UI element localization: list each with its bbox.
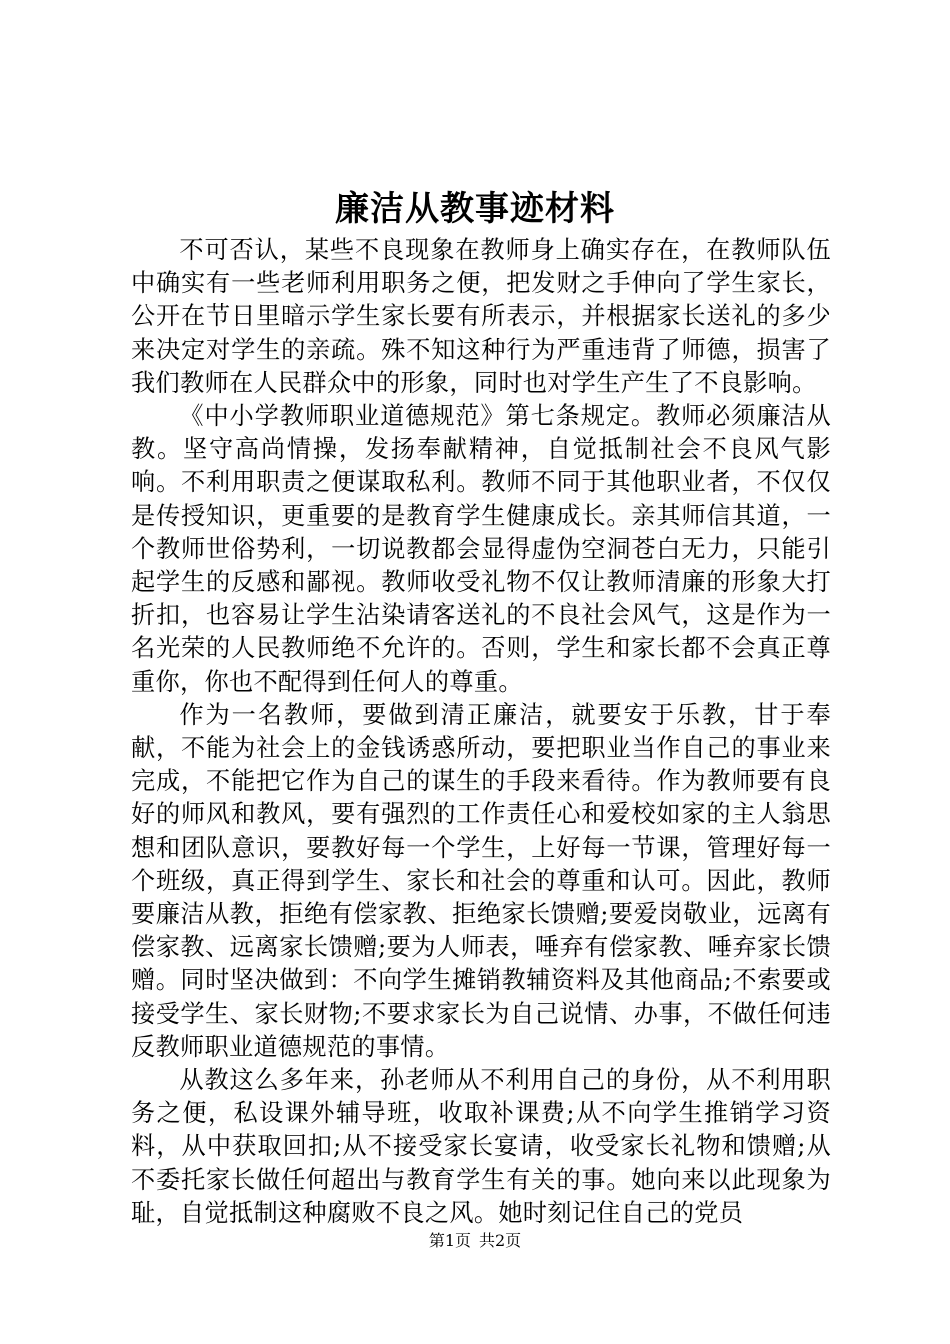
document-title: 廉洁从教事迹材料 [335,189,615,229]
page-footer [0,1229,950,1253]
paragraph-3: 作为一名教师，要做到清正廉洁，就要安于乐教，甘于奉献，不能为社会上的金钱诱惑所动，要把职业当作自己的事业来完成，不能把它作为自己的谋生的手段来看待。作为教师要有良好的师风和教风，要有强烈的工作责任心和爱校如家的主人翁思想和团队意识，要教好每一个学生，上好每一节课，管理好每一个班级，真正得到学生、家长和社会的尊重和认可。因此，教师要廉洁从教，拒绝有偿家教、拒绝家长馈赠;要爱岗敬业，远离有偿家教、远离家长馈赠;要为人师表，唾弃有偿家教、唾弃家长馈赠。同时坚决做到：不向学生摊销教辅资料及其他商品;不索要或接受学生、家长财物;不要求家长为自己说情、办事，不做任何违反教师职业道德规范的事情。 [131,700,831,1061]
paragraph-1: 不可否认，某些不良现象在教师身上确实存在，在教师队伍中确实有一些老师利用职务之便，把发财之手伸向了学生家长，公开在节日里暗示学生家长要有所表示，并根据家长送礼的多少来决定对学生的亲疏。殊不知这种行为严重违背了师德，损害了我们教师在人民群众中的形象，同时也对学生产生了不良影响。 [131,236,831,397]
page-total: 共2页 [479,1231,522,1250]
document-body [131,234,831,1230]
paragraph-2: 《中小学教师职业道德规范》第七条规定。教师必须廉洁从教。坚守高尚情操，发扬奉献精神，自觉抵制社会不良风气影响。不利用职责之便谋取私利。教师不同于其他职业者，不仅仅是传授知识，更重要的是教育学生健康成长。亲其师信其道，一个教师世俗势利，一切说教都会显得虚伪空洞苍白无力，只能引起学生的反感和鄙视。教师收受礼物不仅让教师清廉的形象大打折扣，也容易让学生沾染请客送礼的不良社会风气，这是作为一名光荣的人民教师绝不允许的。否则，学生和家长都不会真正尊重你，你也不配得到任何人的尊重。 [131,402,831,696]
page-number: 第1页 [428,1231,471,1250]
paragraph-4: 从教这么多年来，孙老师从不利用自己的身份，从不利用职务之便，私设课外辅导班，收取补课费;从不向学生推销学习资料，从中获取回扣;从不接受家长宴请，收受家长礼物和馈赠;从不委托家长做任何超出与教育学生有关的事。她向来以此现象为耻，自觉抵制这种腐败不良之风。她时刻记住自己的党员 [131,1066,831,1227]
